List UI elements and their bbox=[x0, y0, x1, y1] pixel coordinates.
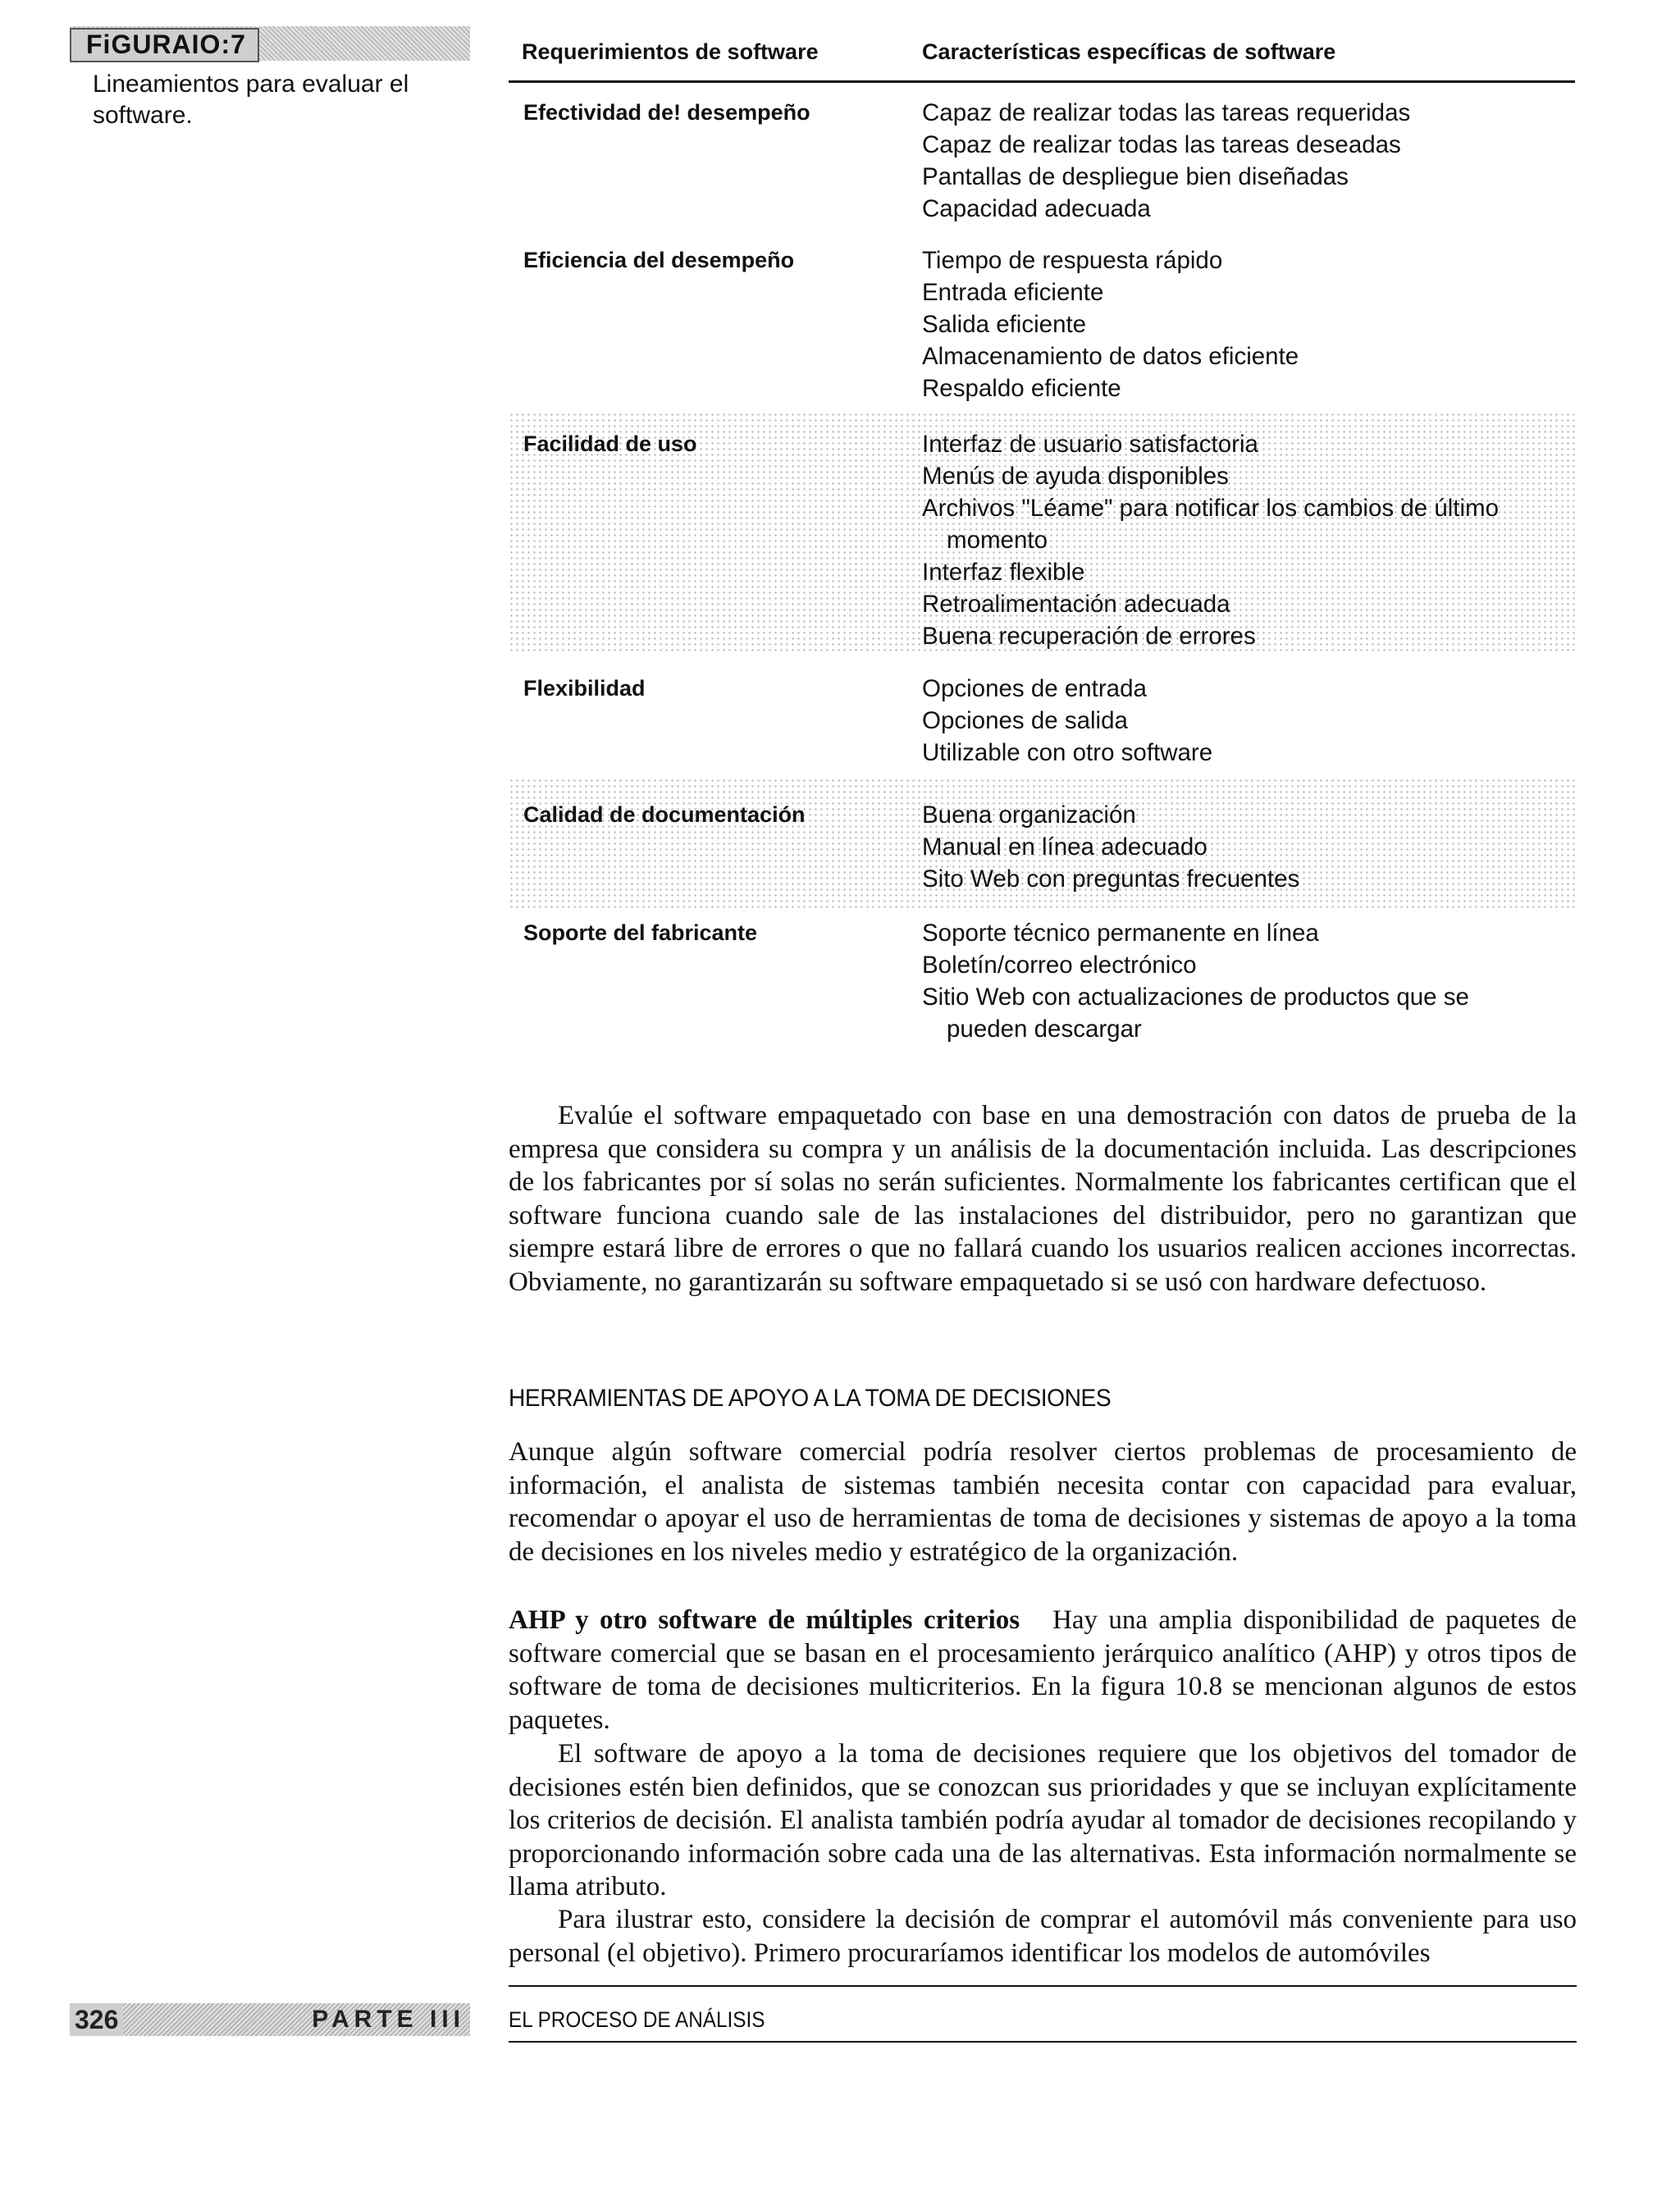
body-paragraph: El software de apoyo a la toma de decisiones requiere que los objetivos del tomador de decisiones estén bien definidos, que se conozcan sus prioridades y que se incluyan explícitamente los criterios de decisión. El analista también podría ayudar al tomador de decisiones recopilando y proporcionando información sobre cada una de las alternativas. Esta información normalmente se llama atributo. bbox=[509, 1739, 1577, 1901]
list-item: Buena organización bbox=[922, 801, 1136, 829]
list-item: Sitio Web con actualizaciones de productos que se bbox=[922, 984, 1469, 1011]
feature-list bbox=[922, 917, 1469, 1045]
requirement-label: Eficiencia del desempeño bbox=[523, 248, 795, 272]
feature-list bbox=[922, 97, 1410, 225]
running-footer-title: EL PROCESO DE ANÁLISIS bbox=[509, 2007, 765, 2032]
list-item: Opciones de entrada bbox=[922, 675, 1147, 702]
list-item: Boletín/correo electrónico bbox=[922, 952, 1197, 979]
column-header-features: Características específicas de software bbox=[922, 39, 1336, 64]
table-row bbox=[509, 917, 1575, 1048]
list-item: Menús de ayuda disponibles bbox=[922, 463, 1229, 490]
list-item: Capaz de realizar todas las tareas deseadas bbox=[922, 131, 1401, 158]
list-item: Entrada eficiente bbox=[922, 279, 1104, 306]
feature-list bbox=[922, 428, 1499, 652]
table-row bbox=[509, 97, 1575, 230]
figure-tag-bar bbox=[70, 26, 470, 61]
list-item: Retroalimentación adecuada bbox=[922, 591, 1230, 618]
feature-list bbox=[922, 244, 1299, 404]
list-item: pueden descargar bbox=[947, 1016, 1142, 1043]
list-item: Manual en línea adecuado bbox=[922, 833, 1208, 861]
list-item: Archivos "Léame" para notificar los cambios de último bbox=[922, 495, 1500, 522]
body-paragraph: Evalúe el software empaquetado con base en una demostración con datos de prueba de la empresa que considera su compra y un análisis de la documentación incluida. Las descripciones de los fabricantes por sí solas no serán suficientes. Normalmente los fabricantes certifican que el software funciona cuando sale de las instalaciones del distribuidor, pero no garantizan que siempre estará libre de errores o que no fallará cuando los usuarios realicen acciones incorrectas. Obviamente, no garantizarán su software empaquetado si se usó con hardware defectuoso. bbox=[509, 1101, 1577, 1297]
column-header-requirements: Requerimientos de software bbox=[522, 39, 819, 64]
list-item: Opciones de salida bbox=[922, 707, 1128, 734]
footer-top-rule bbox=[509, 1985, 1577, 1987]
list-item: Capacidad adecuada bbox=[922, 195, 1151, 222]
list-item: Respaldo eficiente bbox=[922, 375, 1121, 402]
footer-bottom-rule bbox=[509, 2041, 1577, 2043]
list-item: Soporte técnico permanente en línea bbox=[922, 920, 1319, 947]
list-item: Pantallas de despliegue bien diseñadas bbox=[922, 163, 1349, 190]
list-item: Utilizable con otro software bbox=[922, 739, 1213, 766]
table-row bbox=[509, 244, 1575, 402]
requirement-label: Facilidad de uso bbox=[523, 431, 697, 456]
figure-caption: Lineamientos para evaluar el software. bbox=[93, 71, 409, 129]
list-item: momento bbox=[947, 527, 1048, 554]
feature-list bbox=[922, 673, 1212, 769]
section-heading: HERRAMIENTAS DE APOYO A LA TOMA DE DECISIONES bbox=[509, 1385, 1112, 1412]
run-in-heading: AHP y otro software de múltiples criterios bbox=[509, 1605, 1020, 1635]
figure-number: FiGURAIO:7 bbox=[70, 28, 259, 62]
list-item: Interfaz flexible bbox=[922, 559, 1085, 586]
list-item: Sito Web con preguntas frecuentes bbox=[922, 865, 1300, 892]
table-row bbox=[509, 778, 1575, 911]
table-row bbox=[509, 412, 1575, 655]
paragraph-text: Hay una amplia disponibilidad de paquetes de software comercial que se basan en el procesamiento jerárquico analítico (AHP) y otros tipos de software de toma de decisiones multicriterios. En la figura 10.8 se mencionan algunos de estos paquetes. bbox=[509, 1605, 1577, 1735]
list-item: Capaz de realizar todas las tareas requeridas bbox=[922, 99, 1411, 126]
feature-list bbox=[922, 799, 1299, 895]
body-paragraph: Aunque algún software comercial podría resolver ciertos problemas de procesamiento de información, el analista de sistemas también necesita contar con capacidad para evaluar, recomendar o apoyar el uso de herramientas de toma de decisiones y sistemas de apoyo a la toma de decisiones en los niveles medio y estratégico de la organización. bbox=[509, 1437, 1577, 1567]
page-number: 326 bbox=[70, 2003, 123, 2036]
footer-bar bbox=[70, 2003, 470, 2036]
body-paragraph: Para ilustrar esto, considere la decisión de comprar el automóvil más conveniente para uso personal (el objetivo). Primero procuraríamos identificar los modelos de automóviles bbox=[509, 1905, 1577, 1968]
list-item: Salida eficiente bbox=[922, 311, 1087, 338]
part-label: PARTE III bbox=[312, 2006, 465, 2033]
list-item: Interfaz de usuario satisfactoria bbox=[922, 431, 1258, 458]
requirement-label: Calidad de documentación bbox=[523, 802, 806, 827]
requirement-label: Efectividad de! desempeño bbox=[523, 100, 810, 125]
list-item: Buena recuperación de errores bbox=[922, 623, 1256, 650]
list-item: Almacenamiento de datos eficiente bbox=[922, 343, 1299, 370]
requirement-label: Flexibilidad bbox=[523, 676, 646, 701]
table-row bbox=[509, 673, 1575, 771]
body-paragraph bbox=[509, 1604, 1577, 1737]
table-header-rule bbox=[509, 80, 1575, 83]
list-item: Tiempo de respuesta rápido bbox=[922, 247, 1223, 274]
requirement-label: Soporte del fabricante bbox=[523, 920, 758, 945]
